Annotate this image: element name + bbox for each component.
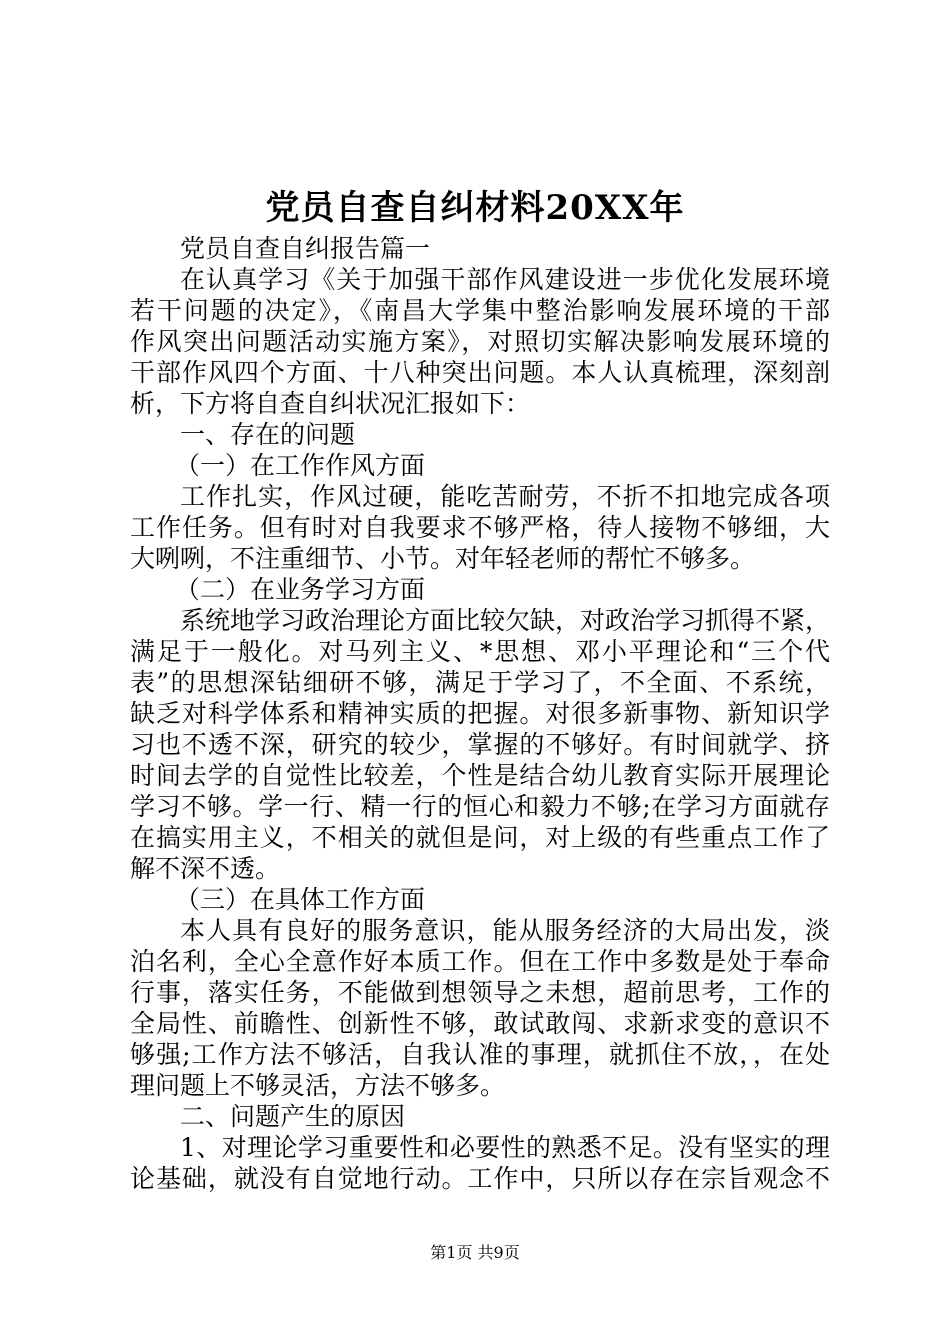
paragraph-line: 作风突出问题活动实施方案》，对照切实解决影响发展环境的 <box>130 327 830 356</box>
section-heading: 二、问题产生的原因 <box>180 1102 406 1131</box>
paragraph-line: 工作扎实，作风过硬，能吃苦耐劳，不折不扣地完成各项 <box>180 482 830 511</box>
paragraph-line: 系统地学习政治理论方面比较欠缺，对政治学习抓得不紧， <box>180 606 831 635</box>
paragraph-line: 若干问题的决定》，《南昌大学集中整治影响发展环境的干部 <box>130 296 830 325</box>
paragraph-line: 在认真学习《关于加强干部作风建设进一步优化发展环境 <box>180 265 830 294</box>
section-heading: 党员自查自纠报告篇一 <box>180 234 431 263</box>
paragraph-line: 够强;工作方法不够活，自我认准的事理，就抓住不放，，在处 <box>130 1040 830 1069</box>
document-title: 党员自查自纠材料20XX年 <box>265 188 685 228</box>
subsection-heading: （三）在具体工作方面 <box>175 885 426 914</box>
paragraph-line: 行事，落实任务，不能做到想领导之未想，超前思考，工作的 <box>130 978 830 1007</box>
paragraph-line: 析，下方将自查自纠状况汇报如下： <box>130 389 531 418</box>
document-body <box>130 233 830 1194</box>
subsection-heading: （二）在业务学习方面 <box>175 575 426 604</box>
subsection-heading: （一）在工作作风方面 <box>175 451 426 480</box>
paragraph-line: 泊名利，全心全意作好本质工作。但在工作中多数是处于奉命 <box>130 947 830 976</box>
paragraph-line: 全局性、前瞻性、创新性不够，敢试敢闯、求新求变的意识不 <box>130 1009 830 1038</box>
paragraph-line: 在搞实用主义，不相关的就但是问，对上级的有些重点工作了 <box>130 823 830 852</box>
paragraph-line: 工作任务。但有时对自我要求不够严格，待人接物不够细，大 <box>130 513 830 542</box>
paragraph-line: 缺乏对科学体系和精神实质的把握。对很多新事物、新知识学 <box>130 699 830 728</box>
paragraph-line: 1、对理论学习重要性和必要性的熟悉不足。没有坚实的理 <box>180 1133 830 1162</box>
section-heading: 一、存在的问题 <box>180 420 356 449</box>
paragraph-line: 满足于一般化。对马列主义、*思想、邓小平理论和“三个代 <box>130 637 830 666</box>
paragraph-line: 习也不透不深，研究的较少，掌握的不够好。有时间就学、挤 <box>130 730 830 759</box>
paragraph-line: 学习不够。学一行、精一行的恒心和毅力不够;在学习方面就存 <box>130 792 830 821</box>
paragraph-line: 论基础，就没有自觉地行动。工作中，只所以存在宗旨观念不 <box>130 1164 830 1193</box>
paragraph-line: 时间去学的自觉性比较差，个性是结合幼儿教育实际开展理论 <box>130 761 830 790</box>
paragraph-line: 表”的思想深钻细研不够，满足于学习了，不全面、不系统， <box>130 668 830 697</box>
paragraph-line: 解不深不透。 <box>130 854 281 883</box>
paragraph-line: 干部作风四个方面、十八种突出问题。本人认真梳理，深刻剖 <box>130 358 830 387</box>
paragraph-line: 大咧咧，不注重细节、小节。对年轻老师的帮忙不够多。 <box>130 544 756 573</box>
page-number-footer: 第1页 共9页 <box>430 1243 520 1262</box>
paragraph-line: 理问题上不够灵活，方法不够多。 <box>130 1071 506 1100</box>
paragraph-line: 本人具有良好的服务意识，能从服务经济的大局出发，淡 <box>180 916 830 945</box>
